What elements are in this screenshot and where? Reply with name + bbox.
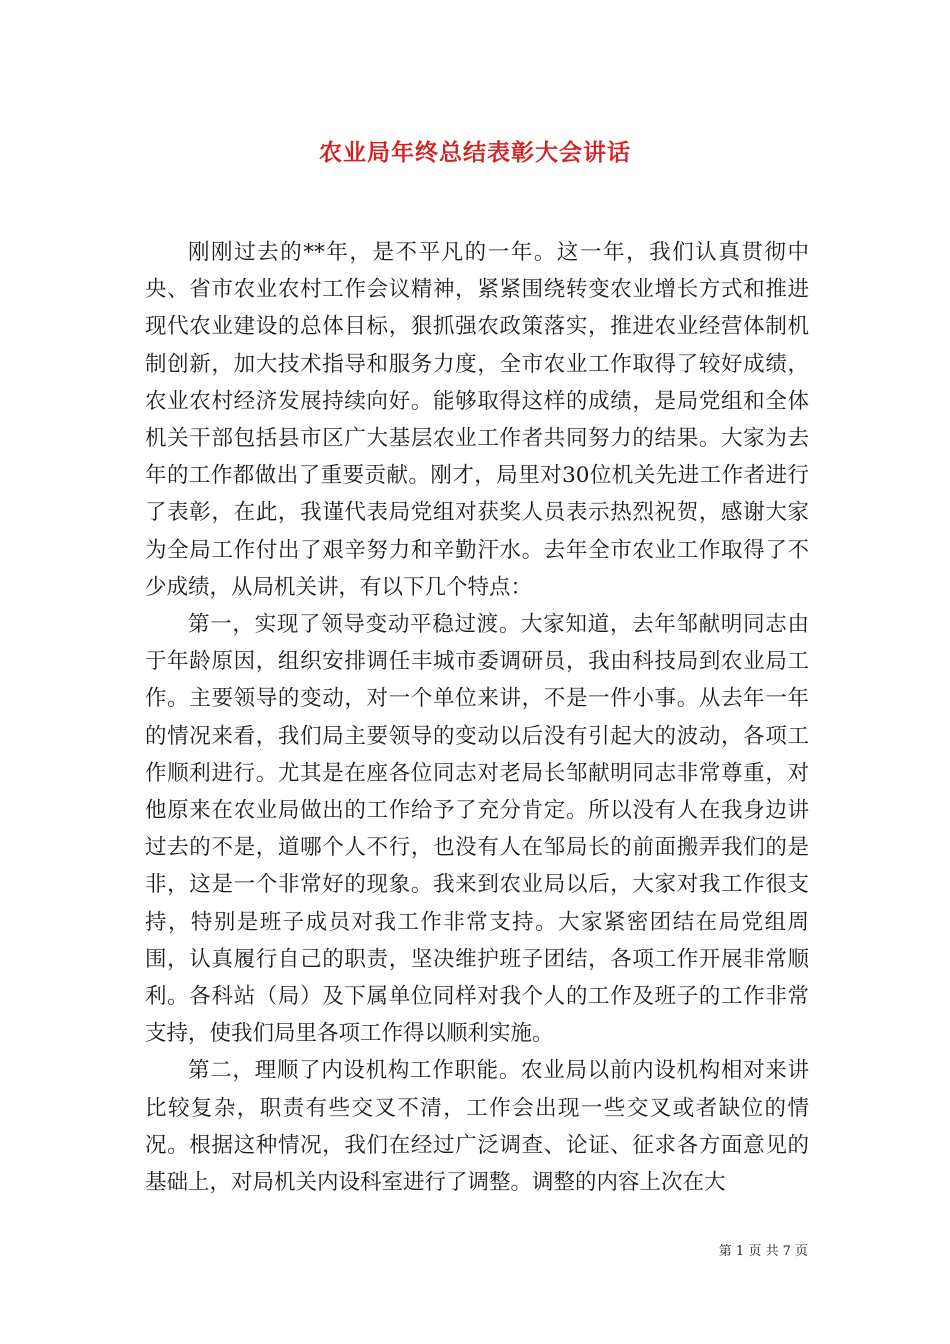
paragraph: 第二，理顺了内设机构工作职能。农业局以前内设机构相对来讲比较复杂，职责有些交叉不清，工作会出现一些交叉或者缺位的情况。根据这种情况，我们在经过广泛调查、论证、征求各方面意见的基础上，对局机关内设科室进行了调整。调整的内容上次在大 [145,1058,809,1196]
page-number-footer: 第 1 页 共 7 页 [718,1244,808,1259]
document-body [145,234,809,1201]
paragraph: 第一，实现了领导变动平稳过渡。大家知道，去年邹献明同志由于年龄原因，组织安排调任丰城市委调研员，我由科技局到农业局工作。主要领导的变动，对一个单位来讲，不是一件小事。从去年一年的情况来看，我们局主要领导的变动以后没有引起大的波动，各项工作顺利进行。尤其是在座各位同志对老局长邹献明同志非常尊重，对他原来在农业局做出的工作给予了充分肯定。所以没有人在我身边讲过去的不是，道哪个人不行，也没有人在邹局长的前面搬弄我们的是非，这是一个非常好的现象。我来到农业局以后，大家对我工作很支持，特别是班子成员对我工作非常支持。大家紧密团结在局党组周围，认真履行自己的职责，坚决维护班子团结，各项工作开展非常顺利。各科站（局）及下属单位同样对我个人的工作及班子的工作非常支持，使我们局里各项工作得以顺利实施。 [145,612,809,1047]
paragraph: 刚刚过去的**年，是不平凡的一年。这一年，我们认真贯彻中央、省市农业农村工作会议精神，紧紧围绕转变农业增长方式和推进现代农业建设的总体目标，狠抓强农政策落实，推进农业经营体制机制创新，加大技术指导和服务力度，全市农业工作取得了较好成绩，农业农村经济发展持续向好。能够取得这样的成绩，是局党组和全体机关干部包括县市区广大基层农业工作者共同努力的结果。大家为去年的工作都做出了重要贡献。刚才，局里对30位机关先进工作者进行了表彰，在此，我谨代表局党组对获奖人员表示热烈祝贺，感谢大家为全局工作付出了艰辛努力和辛勤汗水。去年全市农业工作取得了不少成绩，从局机关讲，有以下几个特点： [145,240,809,600]
document-title: 农业局年终总结表彰大会讲话 [319,139,631,166]
